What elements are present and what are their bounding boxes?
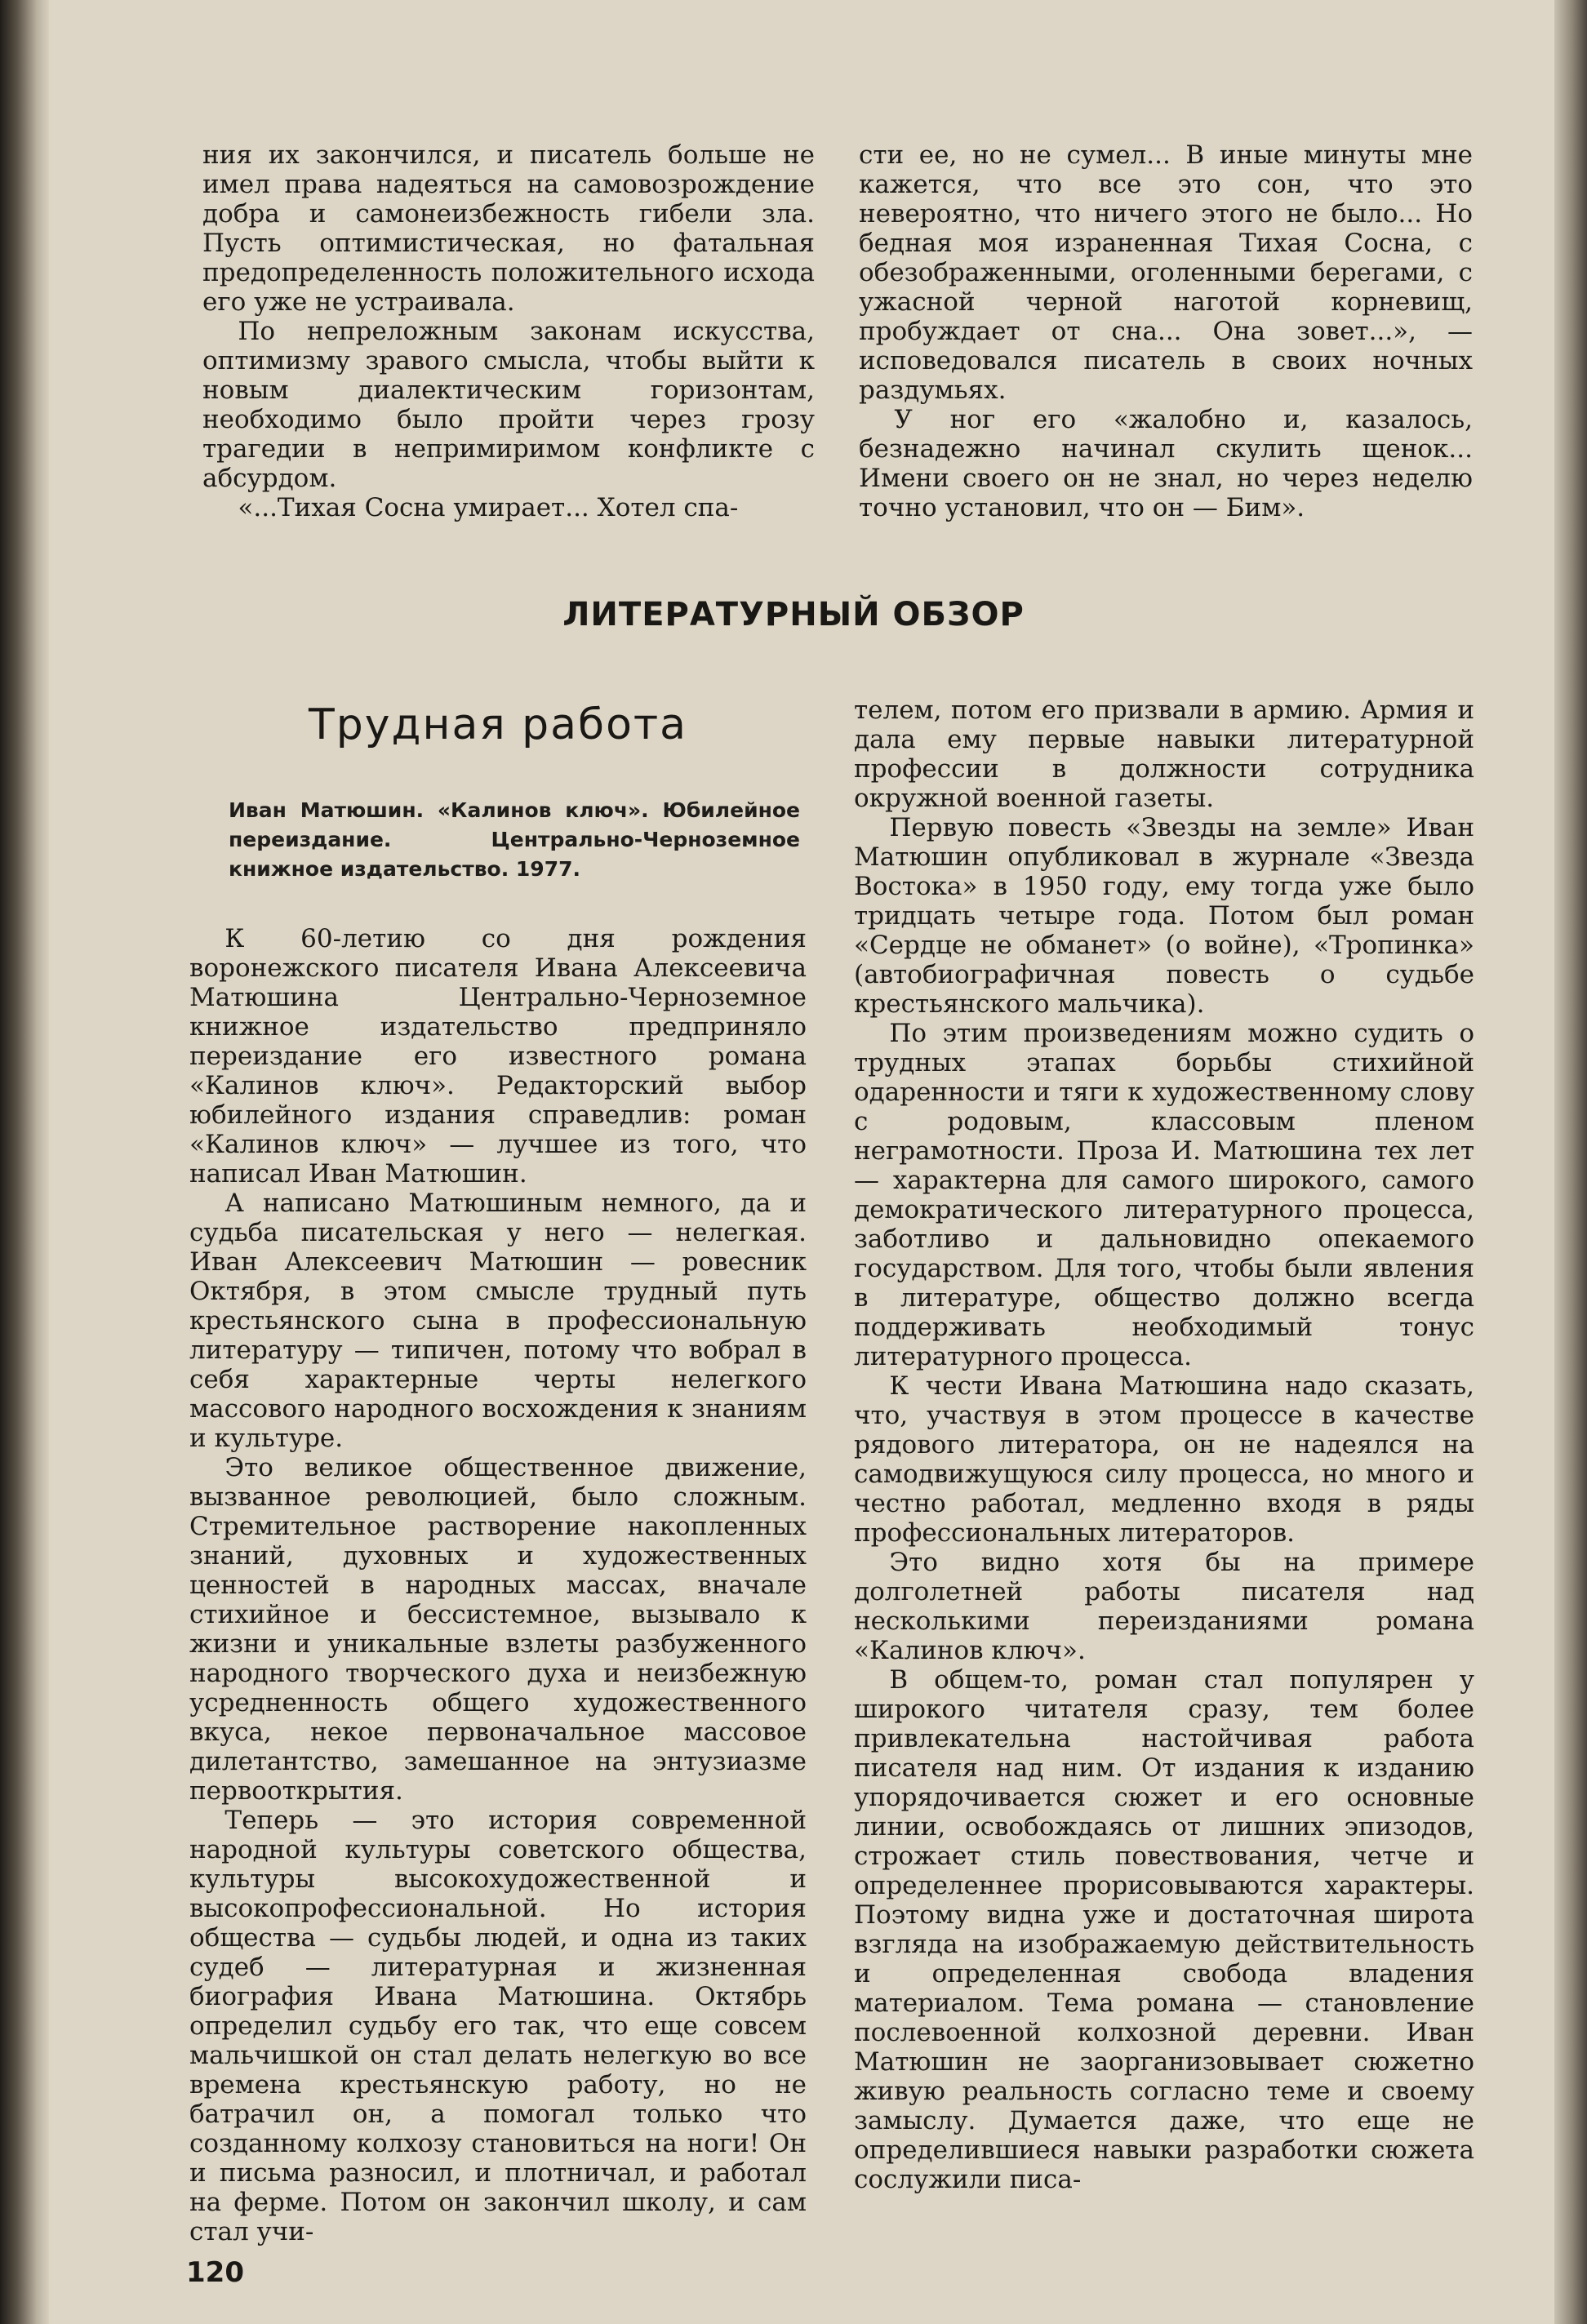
paragraph: сти ее, но не сумел... В иные минуты мне кажется, что все это сон, что это невероятно, что ничего этого не было... Но бедная моя израненная Тихая Сосна, с обезображенными, оголенными берегами, с ужасной черной наготой корневищ, пробуждает от сна... Она зовет...», — исповедовался писатель в своих ночных раздумьях.: [859, 140, 1473, 405]
previous-article-column-left: [202, 140, 815, 522]
previous-article-column-right: [859, 140, 1473, 522]
paragraph: По непреложным законам искусства, оптимизму зравого смысла, чтобы выйти к новым диалектическим горизонтам, необходимо было пройти через грозу трагедии в непримиримом конфликте с абсурдом.: [202, 317, 815, 493]
paragraph: Первую повесть «Звезды на земле» Иван Матюшин опубликовал в журнале «Звезда Востока» в 1950 году, ему тогда уже было тридцать четыре года. Потом был роман «Сердце не обманет» (о войне), «Тропинка» (автобиографичная повесть о судьбе крестьянского мальчика).: [854, 813, 1474, 1019]
paragraph: телем, потом его призвали в армию. Армия и дала ему первые навыки литературной профессии в должности сотрудника окружной военной газеты.: [854, 695, 1474, 813]
paragraph: У ног его «жалобно и, казалось, безнадежно начинал скулить щенок... Имени своего он не знал, но через неделю точно установил, что он — Бим».: [859, 405, 1473, 522]
paragraph: В общем-то, роман стал популярен у широкого читателя сразу, тем более привлекательна настойчивая работа писателя над ним. От издания к изданию упорядочивается сюжет и его основные линии, освобождаясь от лишних эпизодов, строжает стиль повествования, четче и определеннее прорисовываются характеры. Поэтому видна уже и достаточная широта взгляда на изображаемую действительность и определенная свобода владения материалом. Тема романа — становление послевоенной колхозной деревни. Иван Матюшин не заорганизовывает сюжетно живую реальность согласно теме и своему замыслу. Думается даже, что еще не определившиеся навыки разработки сюжета сослужили писа-: [854, 1665, 1474, 2194]
article-column-left: [189, 924, 807, 2246]
paragraph: К 60-летию со дня рождения воронежского писателя Ивана Алексеевича Матюшина Центрально-Черноземное книжное издательство предприняло переиздание его известного романа «Калинов ключ». Редакторский выбор юбилейного издания справедлив: роман «Калинов ключ» — лучшее из того, что написал Иван Матюшин.: [189, 924, 807, 1189]
page-edge-shadow: [1554, 0, 1587, 2324]
paragraph: А написано Матюшиным немного, да и судьба писательская у него — нелегкая. Иван Алексеевич Матюшин — ровесник Октября, в этом смысле трудный путь крестьянского сына в профессиональную литературу — типичен, потому что вобрал в себя характерные черты нелегкого массового народного восхождения к знаниям и культуре.: [189, 1189, 807, 1453]
paragraph: По этим произведениям можно судить о трудных этапах борьбы стихийной одаренности и тяги к художественному слову с родовым, классовым пленом неграмотности. Проза И. Матюшина тех лет — характерна для самого широкого, самого демократического литературного процесса, заботливо и дальновидно опекаемого государством. Для того, чтобы были явления в литературе, общество должно всегда поддерживать необходимый тонус литературного процесса.: [854, 1019, 1474, 1371]
paragraph: Это великое общественное движение, вызванное революцией, было сложным. Стремительное растворение накопленных знаний, духовных и художественных ценностей в народных массах, вначале стихийное и бессистемное, вызывало к жизни и уникальные взлеты разбуженного народного творческого духа и неизбежную усредненность общего художественного вкуса, некое первоначальное массовое дилетантство, замешанное на энтузиазме первооткрытия.: [189, 1453, 807, 1806]
article-column-right: [854, 695, 1474, 2194]
paragraph: Теперь — это история современной народной культуры советского общества, культуры высокохудожественной и высокопрофессиональной. Но история общества — судьбы людей, и одна из таких судеб — литературная и жизненная биография Ивана Матюшина. Октябрь определил судьбу его так, что еще совсем мальчишкой он стал делать нелегкую во все времена крестьянскую работу, но не батрачил он, а помогал только что созданному колхозу становиться на ноги! Он и письма разносил, и плотничал, и работал на ферме. Потом он закончил школу, и сам стал учи-: [189, 1806, 807, 2246]
article-title: Трудная работа: [308, 700, 688, 749]
paragraph: «...Тихая Сосна умирает... Хотел спа-: [238, 493, 739, 522]
book-gutter-shadow: [0, 0, 49, 2324]
paragraph: К чести Ивана Матюшина надо сказать, что, участвуя в этом процессе в качестве рядового литератора, он не надеялся на самодвижущуюся силу процесса, но много и честно работал, медленно входя в ряды профессиональных литераторов.: [854, 1371, 1474, 1548]
section-heading: ЛИТЕРАТУРНЫЙ ОБЗОР: [562, 596, 1025, 633]
book-reference: Иван Матюшин. «Калинов ключ». Юбилейное переиздание. Центрально-Черноземное книжное издательство. 1977.: [229, 798, 800, 881]
page-number: 120: [186, 2256, 244, 2289]
paragraph: Это видно хотя бы на примере долголетней работы писателя над несколькими переизданиями романа «Калинов ключ».: [854, 1548, 1474, 1665]
paragraph: ния их закончился, и писатель больше не имел права надеяться на самовозрождение добра и самонеизбежность гибели зла. Пусть оптимистическая, но фатальная предопределенность положительного исхода его уже не устраивала.: [202, 140, 815, 317]
